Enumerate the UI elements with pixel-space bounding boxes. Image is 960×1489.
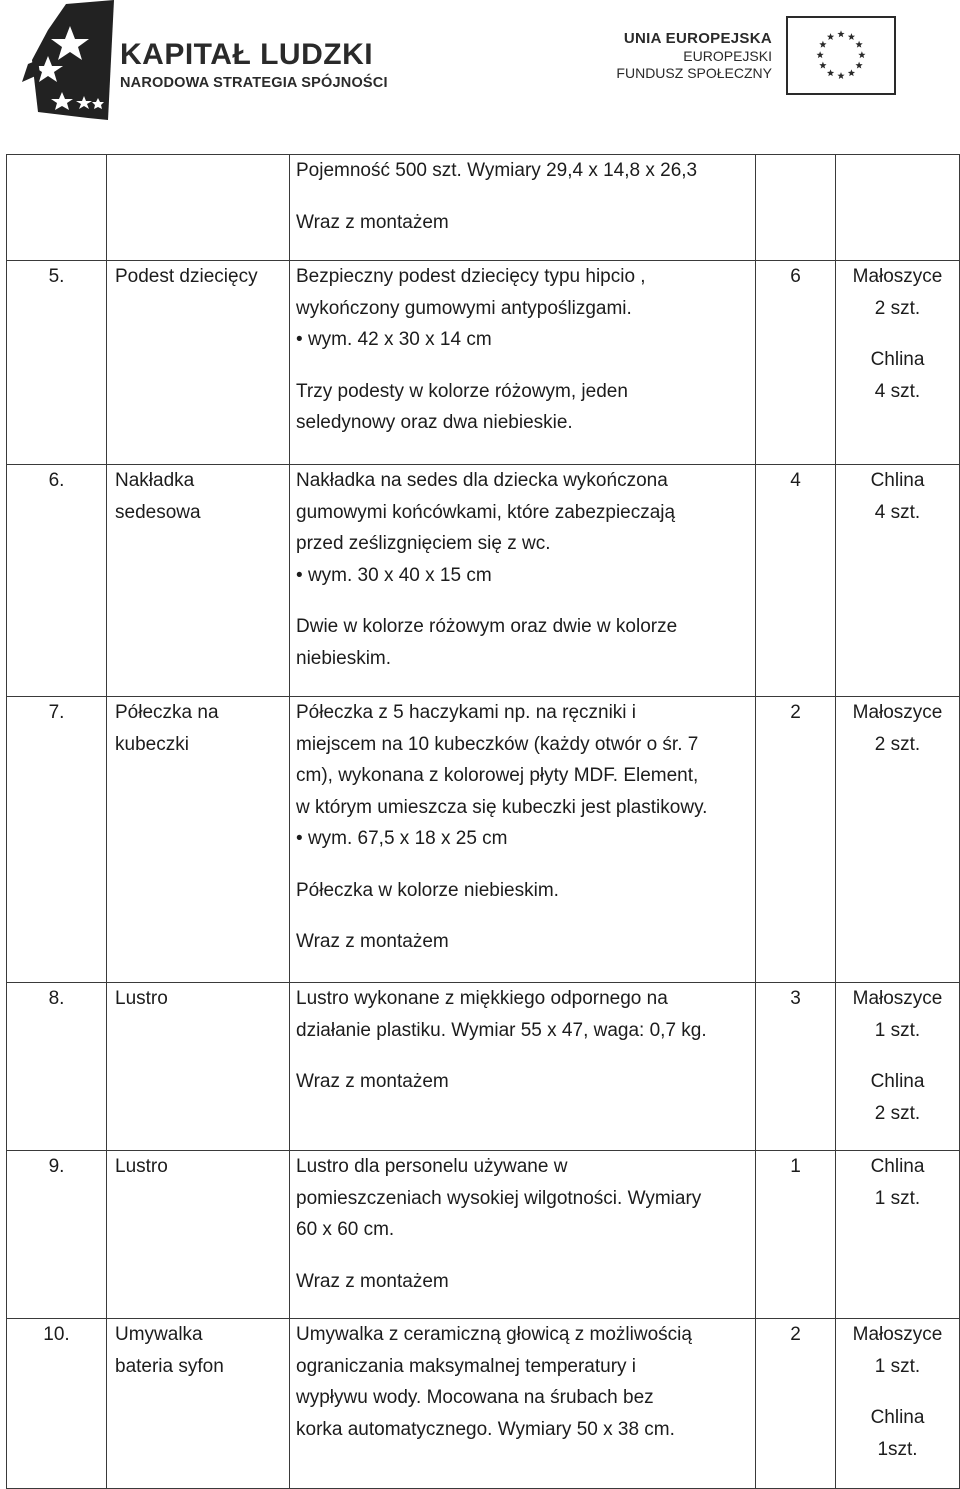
cell-description xyxy=(290,983,756,1151)
eu-star-icon xyxy=(848,69,855,76)
table-row xyxy=(7,1319,960,1489)
description-line: Lustro wykonane z miękkiego odpornego na xyxy=(296,988,668,1009)
quantity-value: 6 xyxy=(790,266,801,287)
table-row xyxy=(7,983,960,1151)
quantity-value: 2 xyxy=(790,1324,801,1345)
description-line: cm), wykonana z kolorowej płyty MDF. Element, xyxy=(296,765,699,786)
destination-line: Małoszyce xyxy=(852,988,943,1009)
kapital-ludzki-subtitle: NARODOWA STRATEGIA SPÓJNOŚCI xyxy=(120,75,388,91)
item-number: 10. xyxy=(43,1324,70,1345)
cell-quantity xyxy=(756,155,836,261)
description-line: 60 x 60 cm. xyxy=(296,1219,395,1240)
eu-line-europejski: EUROPEJSKI xyxy=(683,48,772,64)
destination-line: Małoszyce xyxy=(852,266,943,287)
cell-name xyxy=(107,261,290,465)
destination-line: 4 szt. xyxy=(874,380,921,402)
cell-number xyxy=(7,697,107,983)
description-line: Dwie w kolorze różowym oraz dwie w kolorze xyxy=(296,616,678,637)
description-line: Półeczka z 5 haczykami np. na ręczniki i xyxy=(296,702,637,723)
destination-line: Chlina xyxy=(870,1407,925,1428)
cell-quantity xyxy=(756,465,836,697)
cell-description xyxy=(290,261,756,465)
description-line: Wraz z montażem xyxy=(296,1071,449,1092)
destination-line: Małoszyce xyxy=(852,1324,943,1345)
cell-name xyxy=(107,983,290,1151)
kapital-ludzki-title: KAPITAŁ LUDZKI xyxy=(120,38,374,71)
table-row xyxy=(7,697,960,983)
cell-destination xyxy=(836,465,960,697)
cell-number xyxy=(7,1319,107,1489)
cell-quantity xyxy=(756,261,836,465)
eu-logo-text xyxy=(616,30,772,82)
eu-line-fundusz: FUNDUSZ SPOŁECZNY xyxy=(616,65,772,81)
destination-line: Chlina xyxy=(870,349,925,370)
eu-star-icon xyxy=(827,69,834,76)
item-name-line: kubeczki xyxy=(115,733,189,755)
eu-star-icon xyxy=(848,33,855,40)
cell-destination xyxy=(836,261,960,465)
description-line: seledynowy oraz dwa niebieskie. xyxy=(296,412,573,433)
description-line: Lustro dla personelu używane w xyxy=(296,1156,568,1177)
description-bullet: • wym. 42 x 30 x 14 cm xyxy=(296,324,749,356)
quantity-value: 2 xyxy=(790,702,801,723)
item-number: 8. xyxy=(48,988,65,1009)
eu-star-icon xyxy=(819,41,826,48)
table-row xyxy=(7,261,960,465)
quantity-value: 3 xyxy=(790,988,801,1009)
description-line: Umywalka z ceramiczną głowicą z możliwością xyxy=(296,1324,692,1345)
cell-description xyxy=(290,465,756,697)
destination-line: 2 szt. xyxy=(874,297,921,319)
description-bullet: • wym. 30 x 40 x 15 cm xyxy=(296,560,749,592)
cell-description xyxy=(290,697,756,983)
item-name-line: Podest dziecięcy xyxy=(115,266,258,287)
destination-line: 2 szt. xyxy=(874,733,921,755)
cell-description xyxy=(290,155,756,261)
description-line: pomieszczeniach wysokiej wilgotności. Wymiary xyxy=(296,1187,702,1209)
cell-description xyxy=(290,1319,756,1489)
destination-line: 1 szt. xyxy=(874,1187,921,1209)
item-number: 9. xyxy=(48,1156,65,1177)
description-line: Pojemność 500 szt. Wymiary 29,4 x 14,8 x 26,3 xyxy=(296,160,698,181)
description-line: wykończony gumowymi antypoślizgami. xyxy=(296,297,632,319)
description-line: niebieskim. xyxy=(296,647,392,669)
cell-destination xyxy=(836,697,960,983)
description-line: Półeczka w kolorze niebieskim. xyxy=(296,879,559,901)
cell-destination xyxy=(836,155,960,261)
cell-quantity xyxy=(756,697,836,983)
destination-line: Małoszyce xyxy=(852,702,943,723)
cell-destination xyxy=(836,1151,960,1319)
cell-quantity xyxy=(756,983,836,1151)
eu-star-icon xyxy=(837,72,844,79)
cell-destination xyxy=(836,1319,960,1489)
cell-quantity xyxy=(756,1319,836,1489)
description-line: przed ześlizgnięciem się z wc. xyxy=(296,533,551,554)
destination-line: 1 szt. xyxy=(874,1355,921,1377)
description-line: Nakładka na sedes dla dziecka wykończona xyxy=(296,470,668,491)
description-line: gumowymi końcówkami, które zabezpieczają xyxy=(296,501,676,523)
quantity-value: 4 xyxy=(790,470,801,491)
table-row xyxy=(7,1151,960,1319)
destination-line: Chlina xyxy=(870,1156,925,1177)
eu-star-icon xyxy=(855,62,862,69)
description-line: Trzy podesty w kolorze różowym, jeden xyxy=(296,380,628,402)
cell-number xyxy=(7,983,107,1151)
eu-star-icon xyxy=(855,41,862,48)
cell-number xyxy=(7,465,107,697)
description-line: miejscem na 10 kubeczków (każdy otwór o śr. 7 xyxy=(296,733,699,755)
specification-table xyxy=(6,154,960,1489)
destination-line: 1 szt. xyxy=(874,1019,921,1041)
eu-star-icon xyxy=(819,62,826,69)
description-line: Wraz z montażem xyxy=(296,211,449,233)
description-line: korka automatycznego. Wymiary 50 x 38 cm. xyxy=(296,1418,675,1440)
quantity-value: 1 xyxy=(790,1156,801,1177)
cell-name xyxy=(107,155,290,261)
description-line: działanie plastiku. Wymiar 55 x 47, waga: 0,7 kg. xyxy=(296,1019,707,1041)
description-line: Bezpieczny podest dziecięcy typu hipcio , xyxy=(296,266,646,287)
item-name-line: bateria syfon xyxy=(115,1355,224,1377)
eu-star-icon xyxy=(827,33,834,40)
eu-star-icon xyxy=(837,30,844,37)
description-line: Wraz z montażem xyxy=(296,931,449,952)
cell-name xyxy=(107,465,290,697)
table-row xyxy=(7,465,960,697)
eu-flag-icon xyxy=(786,16,896,95)
description-line: ograniczania maksymalnej temperatury i xyxy=(296,1355,637,1377)
destination-line: 1szt. xyxy=(877,1438,918,1460)
item-number: 6. xyxy=(48,470,65,491)
cell-number xyxy=(7,1151,107,1319)
item-name-line: Umywalka xyxy=(115,1324,203,1345)
item-name-line: Lustro xyxy=(115,1156,168,1177)
item-name-line: Lustro xyxy=(115,988,168,1009)
cell-number xyxy=(7,261,107,465)
cell-name xyxy=(107,697,290,983)
description-bullet: • wym. 67,5 x 18 x 25 cm xyxy=(296,823,749,855)
item-name-line: sedesowa xyxy=(115,501,201,523)
destination-line: 2 szt. xyxy=(874,1102,921,1124)
kapital-ludzki-star-logo-icon xyxy=(18,0,118,124)
page-header xyxy=(0,0,960,130)
eu-star-icon xyxy=(817,51,824,58)
item-name-line: Półeczka na xyxy=(115,702,219,723)
cell-number xyxy=(7,155,107,261)
cell-quantity xyxy=(756,1151,836,1319)
cell-name xyxy=(107,1319,290,1489)
item-number: 7. xyxy=(48,702,65,723)
destination-line: 4 szt. xyxy=(874,501,921,523)
item-name-line: Nakładka xyxy=(115,470,195,491)
table-row xyxy=(7,155,960,261)
eu-star-icon xyxy=(858,51,865,58)
description-line: Wraz z montażem xyxy=(296,1270,449,1292)
destination-line: Chlina xyxy=(870,1071,925,1092)
cell-description xyxy=(290,1151,756,1319)
description-line: w którym umieszcza się kubeczki jest plastikowy. xyxy=(296,796,708,818)
item-number: 5. xyxy=(48,266,65,287)
cell-name xyxy=(107,1151,290,1319)
cell-destination xyxy=(836,983,960,1151)
description-line: wypływu wody. Mocowana na śrubach bez xyxy=(296,1387,654,1408)
eu-line-unia: UNIA EUROPEJSKA xyxy=(623,30,772,47)
destination-line: Chlina xyxy=(870,470,925,491)
